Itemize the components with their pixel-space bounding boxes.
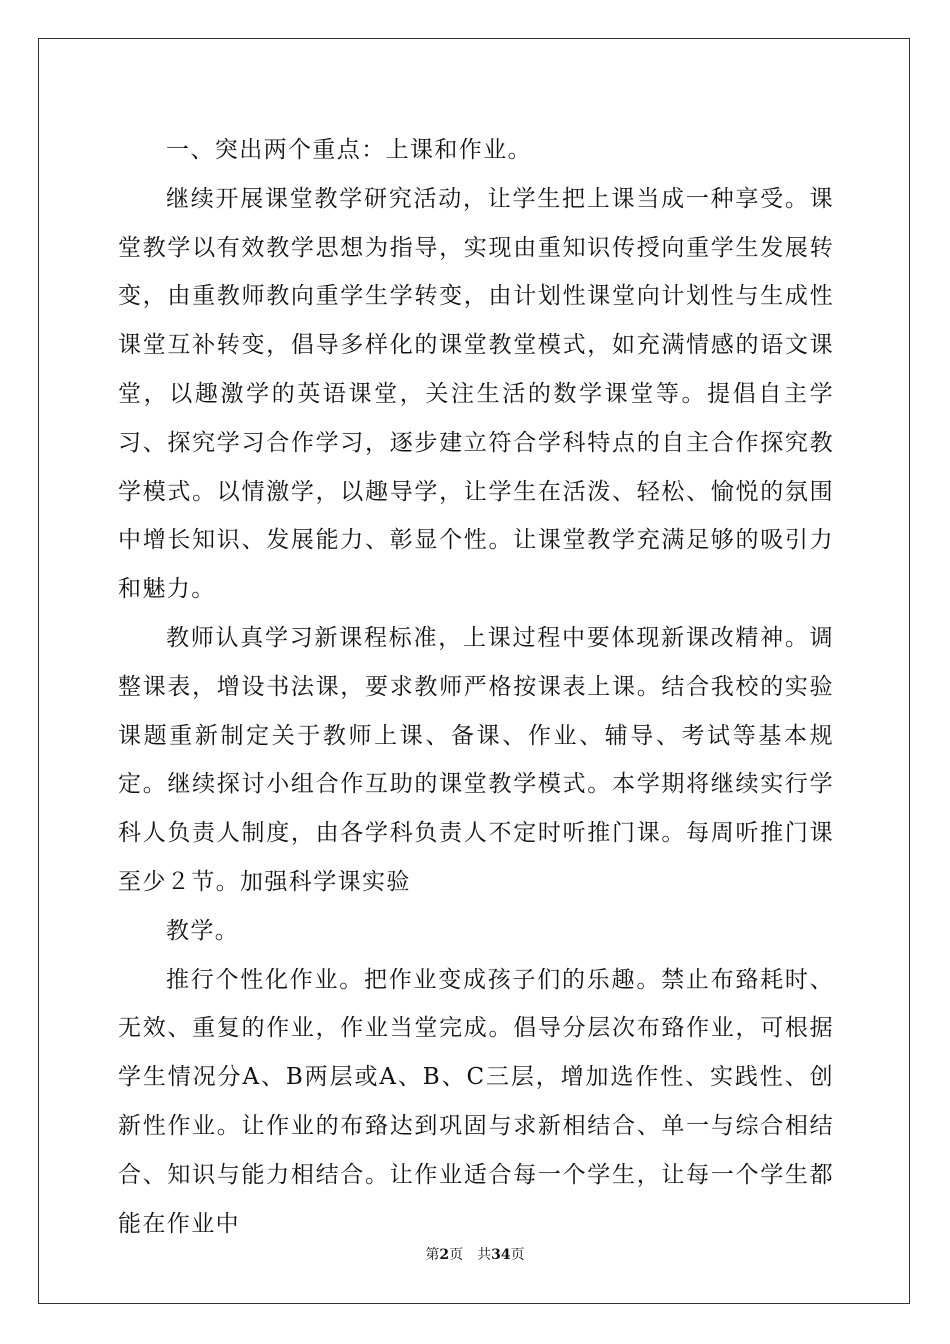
- total-unit: 页: [510, 1247, 525, 1263]
- total-prefix: 共: [477, 1247, 492, 1263]
- total-pages-number: 34: [491, 1247, 511, 1263]
- paragraph: 教师认真学习新课程标准，上课过程中要体现新课改精神。调整课表，增设书法课，要求教师严格按课表上课。结合我校的实验课题重新制定关于教师上课、备课、作业、辅导、考试等基本规定。继续探讨小组合作互助的课堂教学模式。本学期将继续实行学科人负责人制度，由各学科负责人不定时听推门课。每周听推门课至少２节。加强科学课实验: [118, 624, 834, 895]
- current-page-number: 2: [439, 1247, 450, 1263]
- paragraph: 继续开展课堂教学研究活动，让学生把上课当成一种享受。课堂教学以有效教学思想为指导，实现由重知识传授向重学生发展转变，由重教师教向重学生学转变，由计划性课堂向计划性与生成性课堂互补转变，倡导多样化的课堂教堂模式，如充满情感的语文课堂，以趣激学的英语课堂，关注生活的数学课堂等。提倡自主学习、探究学习合作学习，逐步建立符合学科特点的自主合作探究教学模式。以情激学，以趣导学，让学生在活泼、轻松、愉悦的氛围中增长知识、发展能力、彰显个性。让课堂教学充满足够的吸引力和魅力。: [118, 185, 834, 603]
- page-prefix: 第: [425, 1247, 440, 1263]
- paragraph: 推行个性化作业。把作业变成孩子们的乐趣。禁止布臵耗时、无效、重复的作业，作业当堂完成。倡导分层次布臵作业，可根据学生情况分A、B两层或A、B、C三层，增加选作性、实践性、创新性作业。让作业的布臵达到巩固与求新相结合、单一与综合相结合、知识与能力相结合。让作业适合每一个学生，让每一个学生都能在作业中: [118, 966, 834, 1237]
- paragraph-heading: 一、突出两个重点：上课和作业。: [166, 137, 532, 163]
- page-footer: [0, 1244, 950, 1264]
- document-body: [118, 126, 834, 1248]
- paragraph: 教学。: [166, 917, 240, 944]
- page-unit: 页: [449, 1247, 464, 1263]
